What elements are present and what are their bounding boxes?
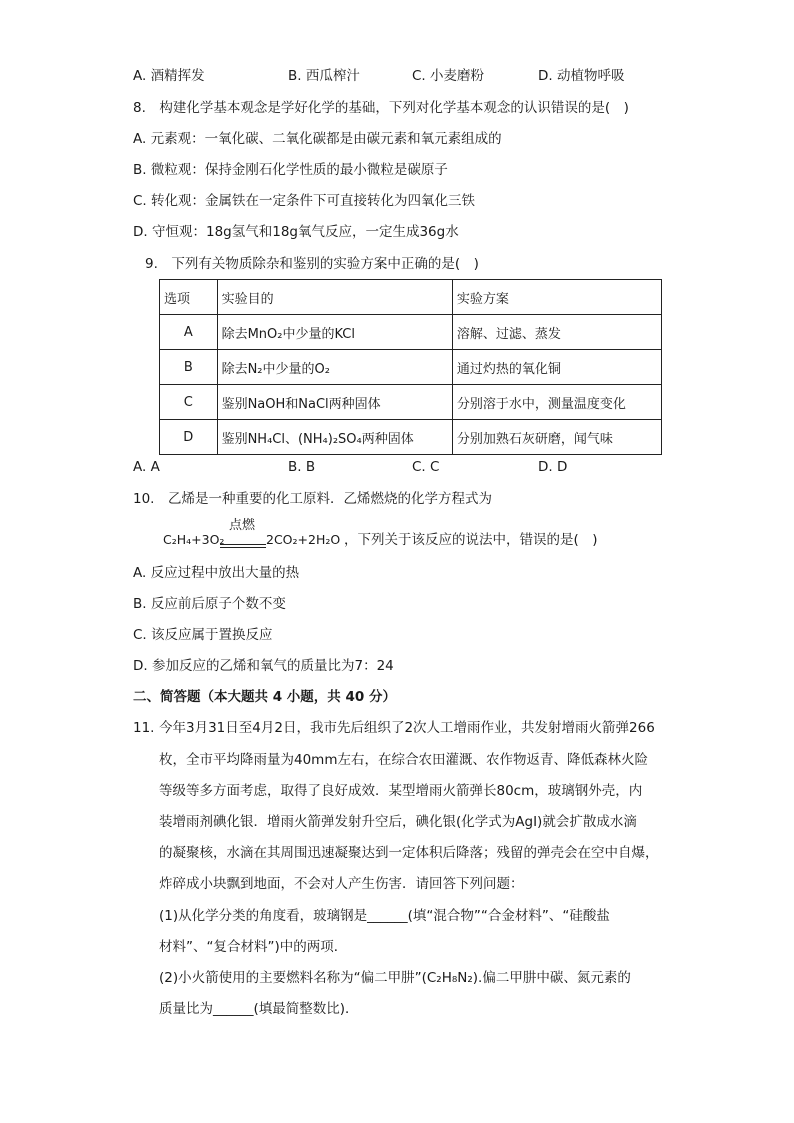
q9-option-b: B. B bbox=[288, 459, 316, 475]
table-row bbox=[160, 315, 662, 350]
q9-option-a: A. A bbox=[133, 459, 160, 475]
q11-line: 装增雨剂碘化银．增雨火箭弹发射升空后，碘化银(化学式为AgI)就会扩散成水滴 bbox=[159, 814, 637, 830]
q10-stem-tail: ，下列关于该反应的说法中，错误的是( ) bbox=[344, 532, 598, 548]
table-header: 选项 bbox=[160, 280, 218, 315]
q11-line: 枚，全市平均降雨量为40mm左右，在综合农田灌溉、农作物返青、降低森林火险 bbox=[159, 752, 648, 768]
table-cell: 通过灼热的氧化铜 bbox=[452, 350, 661, 385]
q9-options bbox=[133, 457, 693, 477]
q9-option-d: D. D bbox=[538, 459, 568, 475]
q8-option-a: A. 元素观：一氧化碳、二氧化碳都是由碳元素和氧元素组成的 bbox=[133, 131, 502, 147]
table-cell: 分别溶于水中，测量温度变化 bbox=[452, 385, 661, 420]
q7-option-a: A. 酒精挥发 bbox=[133, 68, 205, 84]
table-cell: B bbox=[160, 350, 218, 385]
q11-line: 的凝聚核，水滴在其周围迅速凝聚达到一定体积后降落；残留的弹壳会在空中自爆， bbox=[159, 845, 659, 861]
table-row bbox=[160, 350, 662, 385]
q11-line: 炸碎成小块飘到地面，不会对人产生伤害．请回答下列问题： bbox=[159, 876, 524, 892]
q7-option-b: B. 西瓜榨汁 bbox=[288, 68, 360, 84]
table-cell: 鉴别NH₄Cl、(NH₄)₂SO₄两种固体 bbox=[217, 420, 452, 455]
q10-option-b: B. 反应前后原子个数不变 bbox=[133, 596, 286, 612]
table-cell: 除去MnO₂中少量的KCl bbox=[217, 315, 452, 350]
table-cell: D bbox=[160, 420, 218, 455]
q11-sub2-line1: (2)小火箭使用的主要燃料名称为“偏二甲肼”(C₂H₈N₂).偏二甲肼中碳、氮元素的 bbox=[159, 970, 631, 986]
q11-line: 今年3月31日至4月2日，我市先后组织了2次人工增雨作业，共发射增雨火箭弹266 bbox=[159, 720, 655, 736]
q10-option-d: D. 参加反应的乙烯和氧气的质量比为7：24 bbox=[133, 658, 394, 674]
q11-number: 11. bbox=[133, 720, 155, 736]
table-cell: 除去N₂中少量的O₂ bbox=[217, 350, 452, 385]
q10-option-a: A. 反应过程中放出大量的热 bbox=[133, 565, 300, 581]
table-header: 实验目的 bbox=[217, 280, 452, 315]
table-cell: 分别加熟石灰研磨，闻气味 bbox=[452, 420, 661, 455]
table-cell: A bbox=[160, 315, 218, 350]
table-header-row bbox=[160, 280, 662, 315]
table-header: 实验方案 bbox=[452, 280, 661, 315]
q8-option-d: D. 守恒观：18g氢气和18g氧气反应，一定生成36g水 bbox=[133, 224, 459, 240]
q8-option-c: C. 转化观：金属铁在一定条件下可直接转化为四氧化三铁 bbox=[133, 193, 476, 209]
q9-stem: 9. 下列有关物质除杂和鉴别的实验方案中正确的是( ) bbox=[145, 256, 479, 272]
q9-option-c: C. C bbox=[412, 459, 440, 475]
q10-stem: 10. 乙烯是一种重要的化工原料．乙烯燃烧的化学方程式为 bbox=[133, 491, 492, 507]
table-cell: C bbox=[160, 385, 218, 420]
q8-stem: 8. 构建化学基本观念是学好化学的基础，下列对化学基本观念的认识错误的是( ) bbox=[133, 100, 629, 116]
q9-table bbox=[159, 279, 662, 455]
q11-sub1-line1: (1)从化学分类的角度看，玻璃钢是______(填“混合物”“合金材料”、“硅酸盐 bbox=[159, 908, 610, 924]
q11-sub1-line2: 材料”、“复合材料”)中的两项． bbox=[159, 939, 348, 955]
equation-reactants: C₂H₄+3O₂ bbox=[163, 532, 225, 547]
equation-bar-bottom bbox=[220, 547, 266, 548]
q8-option-b: B. 微粒观：保持金刚石化学性质的最小微粒是碳原子 bbox=[133, 162, 448, 178]
q11-line: 等级等多方面考虑，取得了良好成效．某型增雨火箭弹长80cm，玻璃钢外壳，内 bbox=[159, 783, 643, 799]
table-cell: 鉴别NaOH和NaCl两种固体 bbox=[217, 385, 452, 420]
equation-products: 2CO₂+2H₂O bbox=[266, 532, 341, 547]
q7-option-c: C. 小麦磨粉 bbox=[412, 68, 485, 84]
q7-option-d: D. 动植物呼吸 bbox=[538, 68, 625, 84]
equation-condition: 点燃 bbox=[229, 518, 256, 533]
table-row bbox=[160, 385, 662, 420]
equation-bar-top bbox=[220, 544, 266, 545]
table-cell: 溶解、过滤、蒸发 bbox=[452, 315, 661, 350]
section-heading: 二、简答题（本大题共 4 小题，共 40 分） bbox=[133, 689, 396, 705]
q11-sub2-line2: 质量比为______(填最简整数比)． bbox=[159, 1001, 359, 1017]
table-row bbox=[160, 420, 662, 455]
q10-option-c: C. 该反应属于置换反应 bbox=[133, 627, 273, 643]
q7-options bbox=[133, 66, 693, 86]
